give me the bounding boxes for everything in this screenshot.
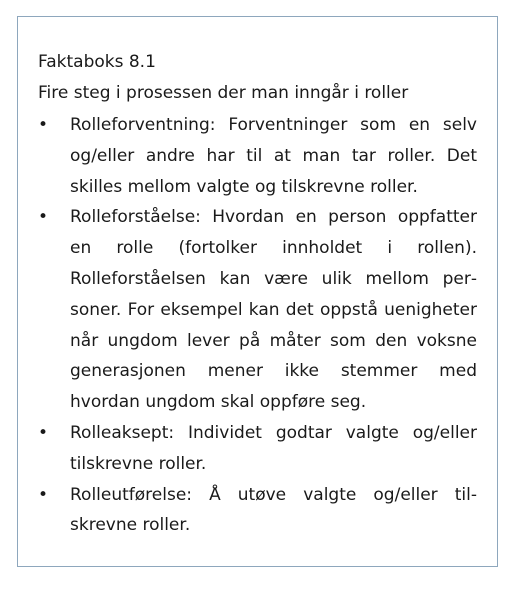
list-item-text: Rolleforståelse: Hvordan en person oppfatter en rolle (fortolker innholdet i rollen). Rolleforståelsen kan være ulik mellom personer. For eksempel kan det oppstå uenigheter når ungdom lever på måter som den voksne generasjonen mener ikke stemmer med hvordan ungdom skal oppføre seg. [70, 207, 477, 413]
bullet-icon: • [38, 484, 49, 505]
fact-box [17, 16, 498, 567]
list-item-text: Rolleutførelse: Å utøve valgte og/eller tilskrevne roller. [70, 484, 477, 536]
fact-box-title: Fire steg i prosessen der man inngår i roller [38, 83, 409, 103]
bullet-icon: • [38, 115, 49, 135]
bullet-icon: • [38, 422, 49, 443]
list-item-text: Rolleaksept: Individet godtar valgte og/eller tilskrevne roller. [70, 422, 477, 474]
list-item [38, 480, 477, 542]
bullet-icon: • [38, 207, 49, 228]
fact-box-label: Faktaboks 8.1 [38, 52, 156, 72]
list-item [38, 418, 477, 480]
list-item [38, 202, 477, 418]
list-item [38, 110, 477, 202]
steps-list [38, 110, 477, 541]
list-item-text: Rolleforventning: Forventninger som en selv og/eller andre har til at man tar roller. Det skilles mellom valgte og tilskrevne roller. [70, 115, 477, 197]
